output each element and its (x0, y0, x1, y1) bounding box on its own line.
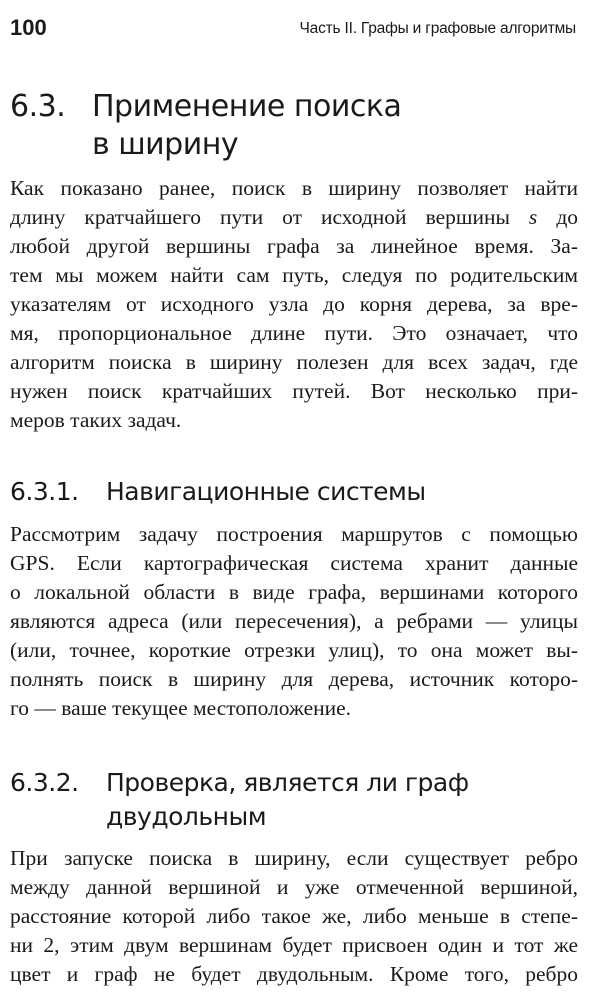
paragraph-line: меров таких задач. (10, 408, 182, 432)
subsection-heading-line-1 (10, 766, 469, 800)
section-number: 6.3. (10, 89, 66, 124)
paragraph-line: любой другой вершины графа за линейное время. За- (10, 234, 578, 258)
paragraph-line: ни 2, этим двум вершинам будет присвоен один и тот же (10, 933, 578, 957)
variable-s: s (528, 205, 538, 229)
subsection-title-part-1: Проверка, является ли граф (106, 768, 469, 797)
paragraph-line: расстояние которой либо такое же, либо меньше в степе- (10, 904, 578, 928)
paragraph-line: Рассмотрим задачу построения маршрутов с помощью (10, 522, 578, 546)
paragraph-line: тем мы можем найти сам путь, следуя по родительским (10, 263, 578, 287)
subsection-number: 6.3.2. (10, 768, 79, 797)
running-title: Часть II. Графы и графовые алгоритмы (299, 20, 576, 37)
section-title-part-2: в ширину (92, 127, 239, 162)
paragraph-line: При запуске поиска в ширину, если существует ребро (10, 846, 578, 870)
paragraph-line: между данной вершиной и уже отмеченной вершиной, (10, 875, 578, 899)
paragraph-line: цвет и граф не будет двудольным. Кроме того, ребро (10, 962, 578, 986)
paragraph-line: являются адреса (или пересечения), а ребрами — улицы (10, 609, 578, 633)
paragraph-line: о локальной области в виде графа, вершинами которого (10, 580, 578, 604)
paragraph-line: полнять поиск в ширину для дерева, источник которо- (10, 667, 578, 691)
paragraph-line: указателям от исходного узла до корня дерева, за вре- (10, 292, 578, 316)
paragraph-line: го — ваше текущее местоположение. (10, 696, 352, 720)
section-heading (10, 88, 401, 164)
section-title-part-1: Применение поиска (92, 89, 402, 124)
running-head (10, 14, 576, 44)
paragraph-line-text: длину кратчайшего пути от исходной вершины (10, 205, 510, 229)
subsection-heading-navigation (10, 475, 426, 509)
subsection-heading-bipartite (10, 766, 469, 834)
paragraph-line: алгоритм поиска в ширину полезен для всех задач, где (10, 350, 578, 374)
section-heading-line-1 (10, 88, 401, 126)
paragraph-line: нужен поиск кратчайших путей. Вот несколько при- (10, 379, 578, 403)
page-number: 100 (10, 15, 47, 40)
paragraph-line: Как показано ранее, поиск в ширину позволяет найти (10, 176, 578, 200)
subsection-heading-line (10, 475, 426, 509)
subsection-number: 6.3.1. (10, 477, 79, 506)
subsection-title: Навигационные системы (106, 477, 426, 506)
subsection-title-part-2: двудольным (106, 802, 267, 831)
paragraph-line: мя, пропорциональное длине пути. Это означает, что (10, 321, 578, 345)
paragraph-navigation (10, 520, 578, 723)
paragraph-line: (или, точнее, короткие отрезки улиц), то она может вы- (10, 638, 578, 662)
paragraph-bfs-intro (10, 174, 578, 435)
paragraph-line-tail: до (556, 205, 579, 229)
paragraph-bipartite (10, 844, 578, 989)
paragraph-line: GPS. Если картографическая система хранит данные (10, 551, 578, 575)
paragraph-line-with-variable (10, 203, 578, 232)
